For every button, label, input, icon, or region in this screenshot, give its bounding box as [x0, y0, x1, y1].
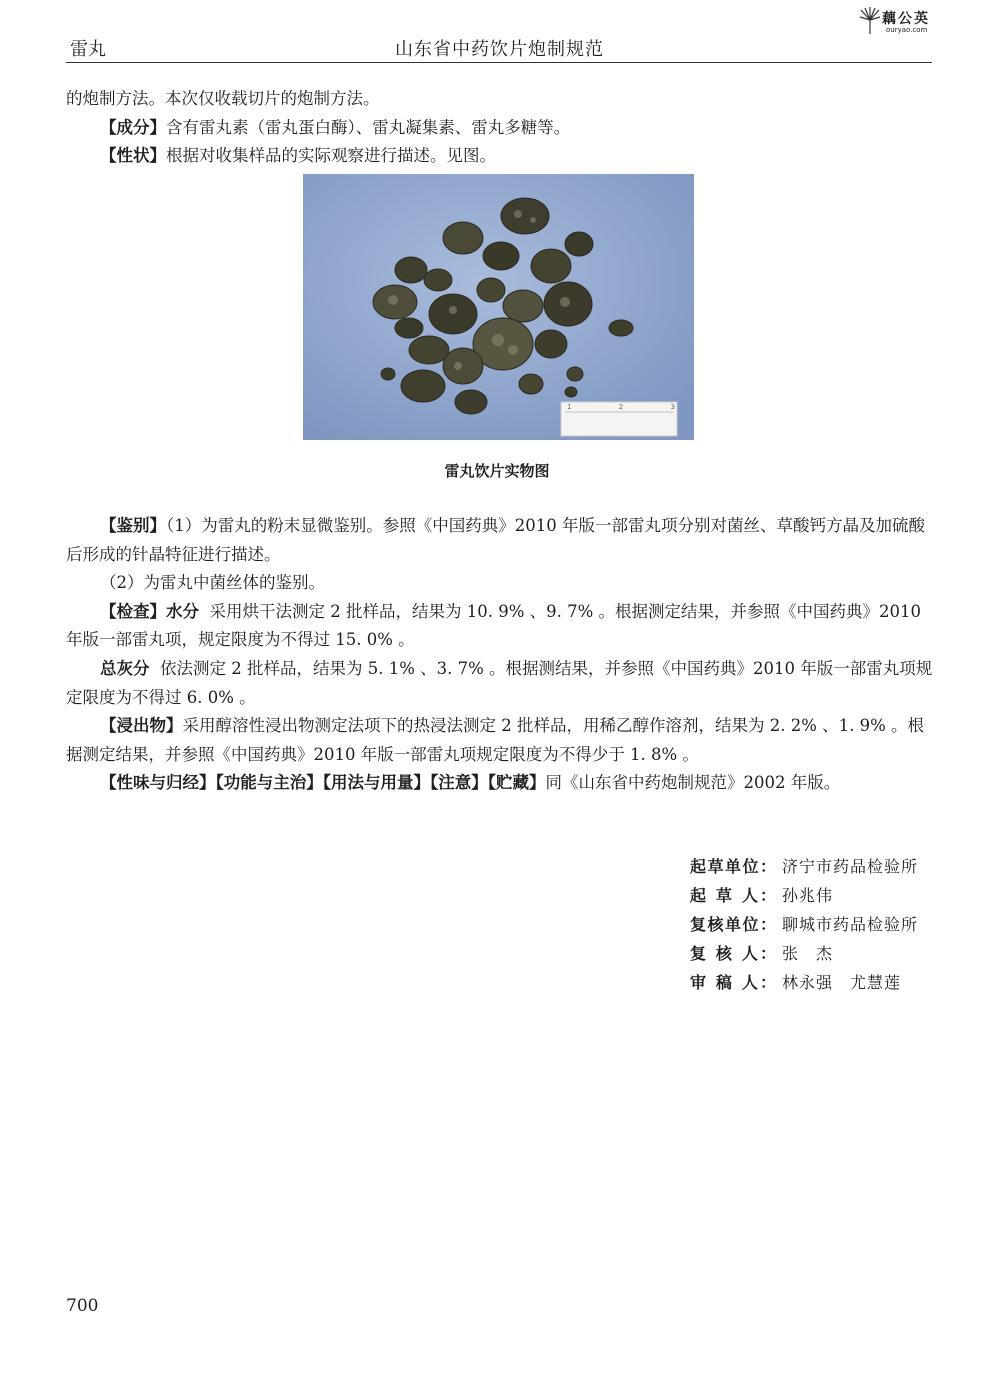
ruler-labels: [567, 403, 675, 411]
running-header-left: 雷丸: [70, 39, 106, 60]
label-other-items: 【性味与归经】【功能与主治】【用法与用量】【注意】【贮藏】: [100, 773, 546, 793]
label-total-ash: 总灰分: [100, 658, 150, 678]
credit-key: 复 核 人：: [690, 944, 776, 963]
label-identification: 【鉴别】: [100, 516, 166, 535]
intro-text: [66, 85, 934, 171]
authorship-credits: [690, 852, 918, 997]
credit-key: 起草单位：: [690, 857, 776, 876]
credit-row: [690, 881, 918, 910]
paragraph-composition: [66, 114, 934, 143]
credit-row: [690, 939, 918, 968]
paragraph-identification: [66, 512, 934, 569]
other-items-text: 同《山东省中药炮制规范》2002 年版。: [545, 773, 841, 793]
credit-row: [690, 910, 918, 939]
running-header-title: 山东省中药饮片炮制规范: [395, 39, 604, 60]
composition-text: 含有雷丸素（雷丸蛋白酶）、雷丸凝集素、雷丸多糖等。: [166, 117, 571, 137]
paragraph-processing: 的炮制方法。本次仅收载切片的炮制方法。: [66, 89, 380, 108]
identification-text: （1）为雷丸的粉末显微鉴别。参照《中国药典》2010 年版一部雷丸项分别对菌丝、草酸钙方晶及加硫酸后形成的针晶特征进行描述。: [66, 516, 925, 564]
label-composition: 【成分】: [100, 117, 166, 137]
paragraph-total-ash: [66, 655, 934, 712]
label-character: 【性状】: [100, 146, 166, 166]
paragraph-moisture: [66, 598, 934, 655]
moisture-text: 采用烘干法测定 2 批样品，结果为 10. 9% 、9. 7% 。根据测定结果，并参照《中国药典》2010 年版一部雷丸项，规定限度为不得过 15. 0% 。: [66, 601, 922, 650]
ruler-label: 2: [618, 403, 624, 411]
character-text: 根据对收集样品的实际观察进行描述。见图。: [166, 146, 496, 166]
ruler-label: 1: [567, 403, 572, 411]
page-number: 700: [66, 1296, 99, 1316]
logo-text: 藕公英: [882, 11, 930, 27]
paragraph-other-items: [66, 769, 934, 798]
figure-caption: 雷丸饮片实物图: [444, 462, 550, 480]
total-ash-text: 依法测定 2 批样品，结果为 5. 1% 、3. 7% 。根据测结果，并参照《中国药典》2010 年版一部雷丸项规定限度为不得过 6. 0% 。: [66, 658, 933, 707]
logo-url: ouryao.com: [886, 26, 928, 34]
monograph-sections: [66, 512, 934, 798]
herb-pieces-illustration: [303, 174, 694, 440]
paragraph-identification-2: （2）为雷丸中菌丝体的鉴别。: [100, 573, 325, 593]
credit-value: 张 杰: [782, 944, 834, 963]
dandelion-icon: [858, 6, 882, 34]
site-logo: [858, 6, 938, 36]
credit-value: 孙兆伟: [782, 886, 834, 905]
credit-value: 聊城市药品检验所: [782, 915, 919, 934]
credit-row: [690, 852, 918, 881]
ruler-label: 3: [670, 403, 675, 411]
credit-value: 林永强 尤慧莲: [782, 973, 902, 992]
credit-key: 复核单位：: [690, 915, 776, 934]
herb-photo: [303, 174, 694, 440]
label-extract: 【浸出物】: [100, 716, 183, 736]
extract-text: 采用醇溶性浸出物测定法项下的热浸法测定 2 批样品，用稀乙醇作溶剂，结果为 2. 2% 、1. 9% 。根据测定结果，并参照《中国药典》2010 年版一部雷丸项规定限度为不得少于 1. 8% 。: [66, 716, 925, 764]
credit-key: 起 草 人：: [690, 886, 776, 905]
label-moisture: 【检查】水分: [100, 601, 199, 621]
credit-key: 审 稿 人：: [690, 973, 776, 992]
credit-row: [690, 968, 918, 997]
credit-value: 济宁市药品检验所: [782, 857, 919, 876]
header-rule: [66, 62, 932, 63]
paragraph-extract: [66, 712, 934, 769]
paragraph-character: [66, 142, 934, 171]
